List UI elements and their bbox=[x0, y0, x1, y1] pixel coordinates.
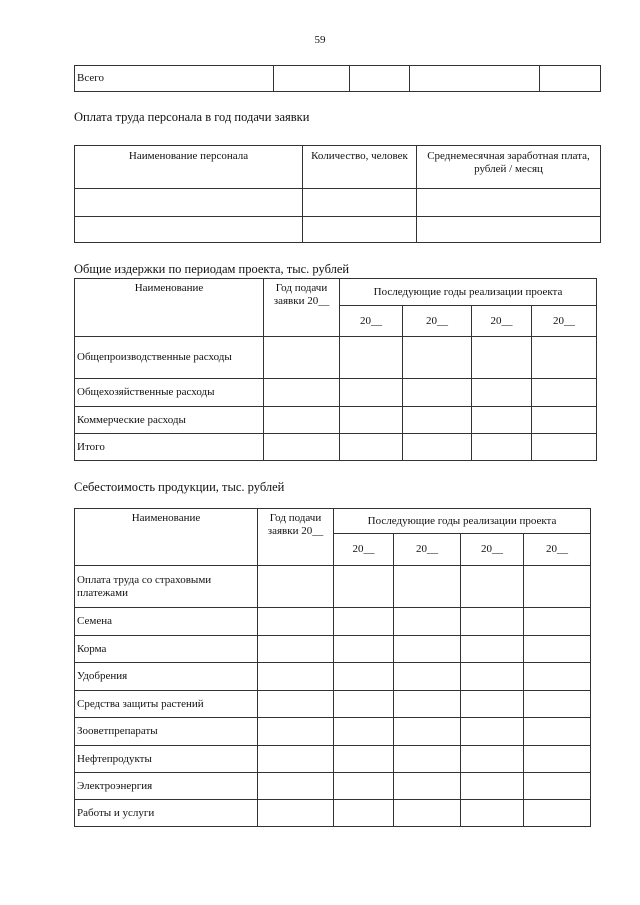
header-year-3: 20__ bbox=[472, 306, 532, 337]
cost-row-label: Нефтепродукты bbox=[75, 746, 258, 773]
table-cell[interactable] bbox=[524, 608, 591, 636]
overhead-row-label: Общепроизводственные расходы bbox=[75, 337, 264, 379]
total-table bbox=[74, 65, 601, 92]
cost-row-label: Удобрения bbox=[75, 663, 258, 691]
page-number: 59 bbox=[314, 34, 326, 46]
table-cell[interactable] bbox=[258, 691, 334, 718]
table-cell[interactable] bbox=[334, 663, 394, 691]
header-year-2: 20__ bbox=[394, 534, 461, 566]
table-cell[interactable] bbox=[532, 379, 597, 407]
cost-section-title: Себестоимость продукции, тыс. рублей bbox=[74, 480, 285, 494]
table-cell[interactable] bbox=[410, 66, 540, 92]
table-cell[interactable] bbox=[403, 434, 472, 461]
table-cell[interactable] bbox=[524, 718, 591, 746]
overhead-row-label: Общехозяйственные расходы bbox=[75, 379, 264, 407]
header-staff-salary: Среднемесячная заработная плата, рублей / месяц bbox=[417, 146, 601, 189]
overhead-section-title: Общие издержки по периодам проекта, тыс. рублей bbox=[74, 262, 350, 276]
cost-row-label: Оплата труда со страховыми платежами bbox=[75, 566, 258, 608]
cost-row-label: Электроэнергия bbox=[75, 773, 258, 800]
header-staff-name: Наименование персонала bbox=[75, 146, 303, 189]
table-cell[interactable] bbox=[524, 800, 591, 827]
table-cell[interactable] bbox=[394, 663, 461, 691]
table-cell[interactable] bbox=[264, 337, 340, 379]
header-year-4: 20__ bbox=[524, 534, 591, 566]
table-cell[interactable] bbox=[264, 434, 340, 461]
table-cell[interactable] bbox=[461, 773, 524, 800]
table-cell[interactable] bbox=[532, 337, 597, 379]
table-cell[interactable] bbox=[461, 636, 524, 663]
table-cell[interactable] bbox=[258, 663, 334, 691]
header-overhead-name: Наименование bbox=[75, 279, 264, 337]
table-cell[interactable] bbox=[403, 379, 472, 407]
table-cell[interactable] bbox=[524, 691, 591, 718]
cost-row-label: Семена bbox=[75, 608, 258, 636]
table-cell[interactable] bbox=[258, 746, 334, 773]
table-cell[interactable] bbox=[274, 66, 350, 92]
table-cell[interactable] bbox=[524, 773, 591, 800]
table-cell[interactable] bbox=[258, 566, 334, 608]
table-cell[interactable] bbox=[472, 434, 532, 461]
cost-row-label: Корма bbox=[75, 636, 258, 663]
cost-row-label: Средства защиты растений bbox=[75, 691, 258, 718]
table-cell[interactable] bbox=[394, 608, 461, 636]
table-cell[interactable] bbox=[334, 566, 394, 608]
table-cell[interactable] bbox=[524, 746, 591, 773]
header-staff-count: Количество, человек bbox=[303, 146, 417, 189]
table-cell[interactable] bbox=[264, 379, 340, 407]
table-cell[interactable] bbox=[472, 407, 532, 434]
table-cell[interactable] bbox=[394, 718, 461, 746]
table-cell[interactable] bbox=[258, 773, 334, 800]
table-cell[interactable] bbox=[394, 636, 461, 663]
table-cell[interactable] bbox=[524, 663, 591, 691]
table-cell[interactable] bbox=[461, 566, 524, 608]
table-cell[interactable] bbox=[75, 189, 303, 217]
table-cell[interactable] bbox=[540, 66, 601, 92]
table-cell[interactable] bbox=[403, 407, 472, 434]
header-year-3: 20__ bbox=[461, 534, 524, 566]
table-cell[interactable] bbox=[394, 691, 461, 718]
table-cell[interactable] bbox=[75, 217, 303, 243]
table-cell[interactable] bbox=[340, 379, 403, 407]
table-cell[interactable] bbox=[524, 566, 591, 608]
table-cell[interactable] bbox=[461, 608, 524, 636]
table-cell[interactable] bbox=[417, 217, 601, 243]
table-cell[interactable] bbox=[403, 337, 472, 379]
cost-table bbox=[74, 508, 591, 827]
table-cell[interactable] bbox=[461, 663, 524, 691]
table-cell[interactable] bbox=[472, 337, 532, 379]
header-year-4: 20__ bbox=[532, 306, 597, 337]
table-cell[interactable] bbox=[417, 189, 601, 217]
table-cell[interactable] bbox=[334, 800, 394, 827]
table-cell[interactable] bbox=[258, 718, 334, 746]
table-cell[interactable] bbox=[461, 746, 524, 773]
table-cell[interactable] bbox=[532, 407, 597, 434]
header-cost-name: Наименование bbox=[75, 509, 258, 566]
total-row-label: Всего bbox=[75, 66, 274, 92]
table-cell[interactable] bbox=[524, 636, 591, 663]
table-cell[interactable] bbox=[394, 800, 461, 827]
table-cell[interactable] bbox=[394, 566, 461, 608]
header-year-1: 20__ bbox=[334, 534, 394, 566]
table-cell[interactable] bbox=[340, 337, 403, 379]
header-year-1: 20__ bbox=[340, 306, 403, 337]
table-cell[interactable] bbox=[350, 66, 410, 92]
overhead-row-label: Коммерческие расходы bbox=[75, 407, 264, 434]
table-cell[interactable] bbox=[461, 800, 524, 827]
header-year-2: 20__ bbox=[403, 306, 472, 337]
table-cell[interactable] bbox=[264, 407, 340, 434]
table-cell[interactable] bbox=[472, 379, 532, 407]
table-cell[interactable] bbox=[334, 691, 394, 718]
header-cost-year: Год подачи заявки 20__ bbox=[258, 509, 334, 566]
overhead-row-label: Итого bbox=[75, 434, 264, 461]
cost-row-label: Работы и услуги bbox=[75, 800, 258, 827]
table-cell[interactable] bbox=[340, 407, 403, 434]
table-cell[interactable] bbox=[340, 434, 403, 461]
table-cell[interactable] bbox=[532, 434, 597, 461]
table-cell[interactable] bbox=[461, 718, 524, 746]
header-cost-next: Последующие годы реализации проекта bbox=[334, 509, 591, 534]
table-cell[interactable] bbox=[303, 217, 417, 243]
table-cell[interactable] bbox=[334, 718, 394, 746]
overhead-table bbox=[74, 278, 597, 461]
table-cell[interactable] bbox=[461, 691, 524, 718]
staff-table bbox=[74, 145, 601, 243]
header-overhead-next: Последующие годы реализации проекта bbox=[340, 279, 597, 306]
header-overhead-year: Год подачи заявки 20__ bbox=[264, 279, 340, 337]
table-cell[interactable] bbox=[258, 608, 334, 636]
table-cell[interactable] bbox=[394, 746, 461, 773]
table-cell[interactable] bbox=[394, 773, 461, 800]
table-cell[interactable] bbox=[334, 746, 394, 773]
staff-section-title: Оплата труда персонала в год подачи заявки bbox=[74, 110, 310, 124]
table-cell[interactable] bbox=[334, 608, 394, 636]
table-cell[interactable] bbox=[334, 636, 394, 663]
table-cell[interactable] bbox=[303, 189, 417, 217]
cost-row-label: Зооветпрепараты bbox=[75, 718, 258, 746]
table-cell[interactable] bbox=[258, 636, 334, 663]
table-cell[interactable] bbox=[334, 773, 394, 800]
table-cell[interactable] bbox=[258, 800, 334, 827]
